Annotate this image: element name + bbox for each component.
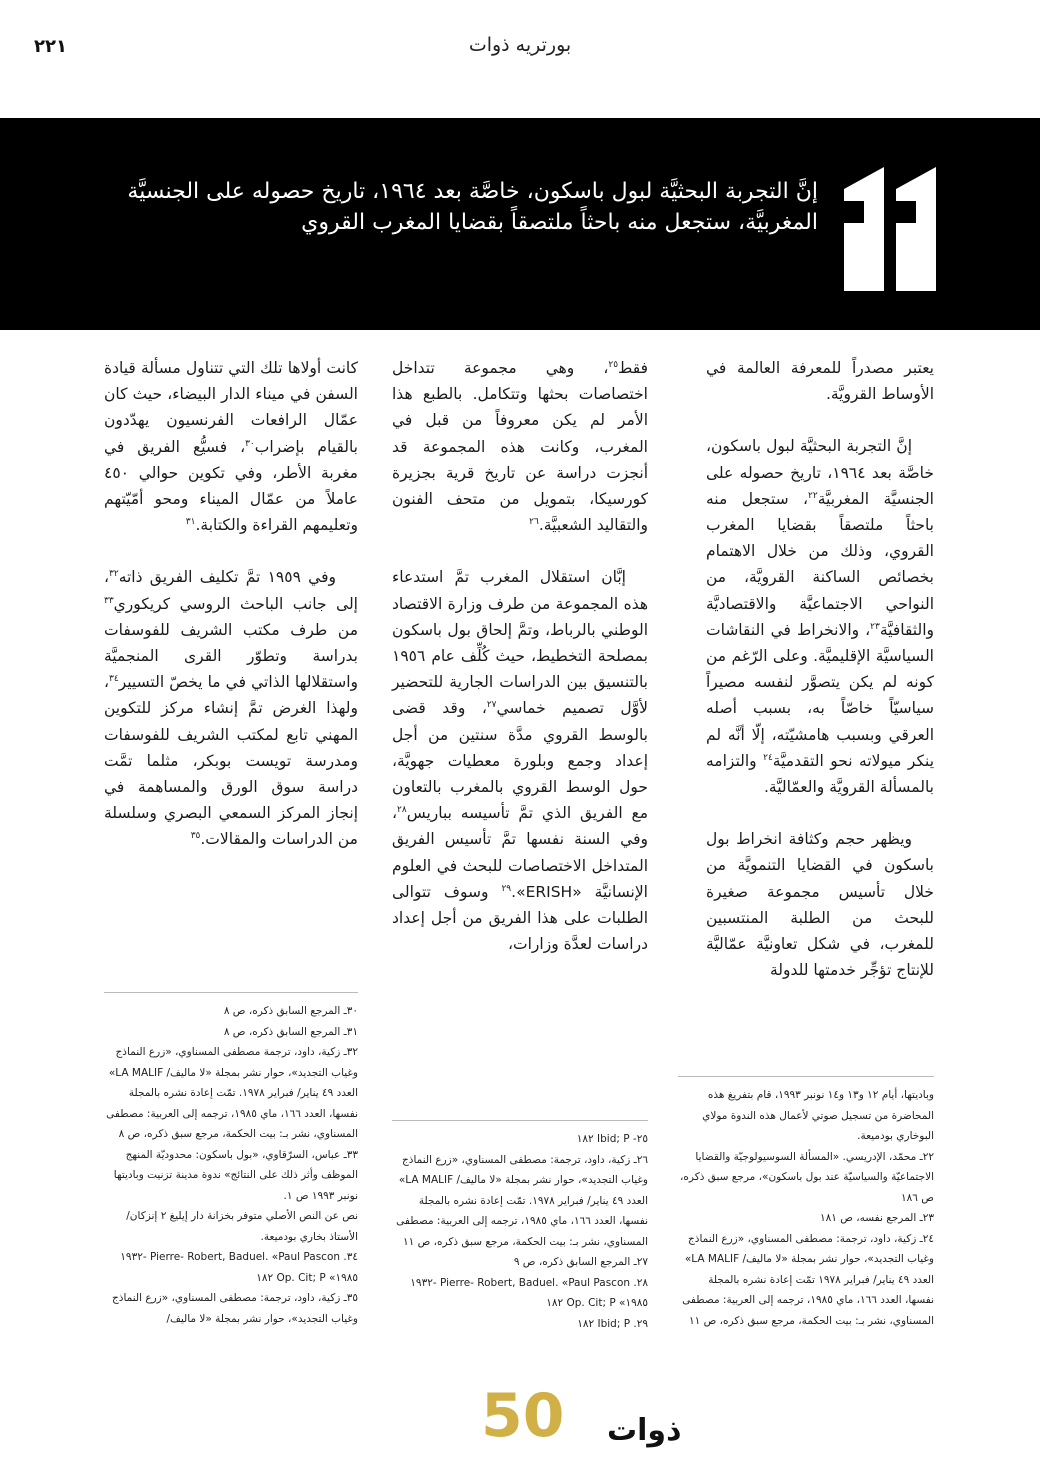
body-column-right xyxy=(706,355,934,1009)
footnote-divider xyxy=(678,1076,934,1077)
footnote: وباديتها، أيام ١٢ و١٣ و١٤ نونبر ١٩٩٣، قام بتفريغ هذه المحاضرة من تسجيل صوتي لأعمال هذه الندوة مولاي البوخاري بودميعة. xyxy=(702,1089,934,1142)
footnote: ٢٨. Pierre- Robert, Baduel. «Paul Pascon -١٩٣٢ ١٩٨٥» Op. Cit; P ١٨٢ xyxy=(410,1276,648,1309)
footnote: ٣٣ـ عباس، السرّقاوي، «بول باسكون: محدوديّة المنهج الموظف وأثر ذلك على النتائج» ندوة مدينة تزنيت وباديتها نونبر ١٩٩٣ ص ١. xyxy=(113,1148,358,1202)
paragraph: يعتبر مصدراً للمعرفة العالمة في الأوساط القرويَّة. xyxy=(706,359,934,404)
paragraph: فقط$^{٢٥}$، وهي مجموعة تتداخل اختصاصات بحثها وتتكامل. بالطبع هذا الأمر لم يكن معروفاً من قبل في المغرب، وكانت هذه المجموعة قد أنجزت دراسة عن تاريخ قرية بجزيرة كورسيكا، بتمويل من متحف الفنون والتقاليد الشعبيَّة.$^{٢٦}$ xyxy=(392,359,648,535)
page-number: ٢٢١ xyxy=(34,36,67,57)
footnote-divider xyxy=(104,992,358,993)
paragraph: إنَّ التجربة البحثيَّة لبول باسكون، خاصَّة بعد ١٩٦٤، تاريخ حصوله على الجنسيَّة المغربيَّة$^{٢٢}$، ستجعل منه باحثاً ملتصقاً بقضايا المغرب القروي، وذلك من خلال الاهتمام بخصائص الساكنة القرويَّة، من النواحي الاجتماعيَّة والاقتصاديَّة والثقافيَّة$^{٢٣}$، والانخراط في النقاشات السياسيَّة الإقليميَّة. وعلى الرّغم من كونه لم يكن يتصوَّر لنفسه مصيراً سياسيّاً خاصّاً به، بسبب أصله العرقي وبسبب هامشيّته، إلّا أنَّه لم ينكر ميولاته نحو التقدميَّة$^{٢٤}$ والتزامه بالمسألة القرويَّة والعمّاليَّة. xyxy=(706,437,935,797)
body-column-left xyxy=(104,355,358,879)
footnotes-middle xyxy=(392,1120,648,1334)
footnotes-right xyxy=(678,1076,934,1331)
paragraph: كانت أولاها تلك التي تتناول مسألة قيادة السفن في ميناء الدار البيضاء، حيث كان عمّال الرافعات الفرنسيون يهدّدون بالقيام بإضراب$^{٣٠}$، فسيُّع الفريق في مغربة الأطر، وفي تكوين حوالي ٤٥٠ عاملاً من عمّال الميناء ومحو أمّيّتهم وتعليمهم القراءة والكتابة.$^{٣١}$ xyxy=(104,359,358,535)
dhawat-50-logo xyxy=(475,1378,682,1451)
footnote: ٢٢ـ محمّد، الإدريسي. «المسألة السوسيولوجيّة والقضايا الاجتماعيّة والسياسيّة عند بول باسكون»، مرجع سبق ذكره، ص ١٨٦ xyxy=(680,1150,934,1204)
footnote: ٣٥ـ زكية، داود، ترجمة: مصطفى المسناوي، «زرع النماذج وغياب التجديد»، حوار نشر بمجلة «لا ماليف/ xyxy=(112,1292,358,1325)
paragraph: ويظهر حجم وكثافة انخراط بول باسكون في القضايا التنمويَّة من خلال تأسيس مجموعة صغيرة للبحث من الطلبة المنتسبين للمغرب، في شكل تعاونيَّة عمّاليَّة للإنتاج تؤجِّر خدمتها للدولة xyxy=(706,830,934,980)
footnote: ٣٢ـ زكية، داود، ترجمة مصطفى المسناوي، «زرع النماذج وغياب التجديد»، حوار نشر بمجلة «لا ماليف/ LA MALIF» العدد ٤٩ يناير/ فبراير ١٩٧٨. تمّت إعادة نشره بالمجلة نفسها، العدد ١٦٦، ماي ١٩٨٥، ترجمه إلى العربية: مصطفى المسناوي، نشر بـ: بيت الحكمة، مرجع سبق ذكره، ص ٨ xyxy=(106,1046,358,1140)
footnote: ٢٥- Ibid; P ١٨٢ xyxy=(576,1133,648,1145)
footnote: ٢٤ـ زكية، داود، ترجمة: مصطفى المسناوي، «زرع النماذج وغياب التجديد»، حوار نشر بمجلة «لا ماليف/ LA MALIF» العدد ٤٩ يناير/ فبراير ١٩٧٨ تمّت إعادة نشره بالمجلة نفسها، العدد ١٦٦، ماي ١٩٨٥، ترجمه إلى العربية: مصطفى المسناوي، نشر بـ: بيت الحكمة، مرجع سبق ذكره، ص ١١ xyxy=(682,1232,934,1327)
footnote: نص عن النص الأصلي متوفر بخزانة دار إيليغ ٢ إنزكان/ الأستاذ بخاري بودميعة. xyxy=(126,1210,358,1243)
paragraph: وفي ١٩٥٩ تمَّ تكليف الفريق ذاته$^{٣٢}$، إلى جانب الباحث الروسي كريكوري$^{٣٣}$ من طرف مكتب الشريف للفوسفات بدراسة وتطوّر القرى المنجميَّة واستقلالها الذاتي في ما يخصّ التسيير$^{٣٤}$، ولهذا الغرض تمَّ إنشاء مركز للتكوين المهني تابع لمكتب الشريف للفوسفات ومدرسة تويست بوبكر، مثلما تمَّت دراسة سوق الورق والمساهمة في إنجاز المركز السمعي البصري وسلسلة من الدراسات والمقالات.$^{٣٥}$ xyxy=(104,568,358,849)
footnotes-left xyxy=(104,992,358,1329)
body-column-middle xyxy=(392,355,648,983)
footnote: ٢٦ـ زكية، داود، ترجمة: مصطفى المسناوي، «زرع النماذج وغياب التجديد»، حوار نشر بمجلة «لا ماليف/ LA MALIF» العدد ٤٩ يناير/ فبراير ١٩٧٨. تمّت إعادة نشره بالمجلة نفسها، العدد ١٦٦، ماي ١٩٨٥، ترجمه إلى العربية: مصطفى المسناوي، نشر بـ: بيت الحكمة، مرجع سبق ذكره، ص ١١ xyxy=(396,1153,648,1248)
logo-number: 50 xyxy=(481,1381,565,1451)
paragraph: إبَّان استقلال المغرب تمَّ استدعاء هذه المجموعة من طرف وزارة الاقتصاد الوطني بالرباط، وتمَّ إلحاق بول باسكون بمصلحة التخطيط، حيث كُلِّف عام ١٩٥٦ بالتنسيق بين الدراسات الجارية للتحضير لأوَّل تصميم خماسي$^{٢٧}$، وقد قضى بالوسط القروي مدَّة سنتين من أجل إعداد وجمع وبلورة معطيات جهويَّة، حول الوسط القروي بالمغرب بالتعاون مع الفريق الذي تمَّ تأسيسه بباريس$^{٢٨}$، وفي السنة نفسها تمَّ تأسيس الفريق المتداخل الاختصاصات للبحث في العلوم الإنسانيَّة «ERISH».$^{٢٩}$ وسوف تتوالى الطلبات على هذا الفريق من أجل إعداد دراسات لعدَّة وزارات، xyxy=(392,568,648,954)
footnote: ٣٤. Pierre- Robert, Baduel. «Paul Pascon -١٩٣٢ ١٩٨٥» Op. Cit; P ١٨٢ xyxy=(120,1251,358,1284)
quote-mark-icon xyxy=(840,167,936,291)
footnote: ٣٠ـ المرجع السابق ذكره، ص ٨ xyxy=(223,1005,358,1017)
footnote: ٢٣ـ المرجع نفسه، ص ١٨١ xyxy=(819,1212,934,1224)
footnote: ٣١ـ المرجع السابق ذكره، ص ٨ xyxy=(223,1025,358,1038)
footnote-divider xyxy=(392,1120,648,1121)
running-header: بورتريه ذوات xyxy=(468,34,572,56)
footnote: ٢٩. Ibid; P ١٨٢ xyxy=(577,1317,648,1330)
logo-wordmark: ذوات xyxy=(607,1413,682,1448)
pull-quote-text: إنَّ التجربة البحثيَّة لبول باسكون، خاصَّة بعد ١٩٦٤، تاريخ حصوله على الجنسيَّة المغربيَّة، ستجعل منه باحثاً ملتصقاً بقضايا المغرب القروي xyxy=(127,179,818,235)
footnote: ٢٧ـ المرجع السابق ذكره، ص ٩ xyxy=(513,1256,648,1268)
